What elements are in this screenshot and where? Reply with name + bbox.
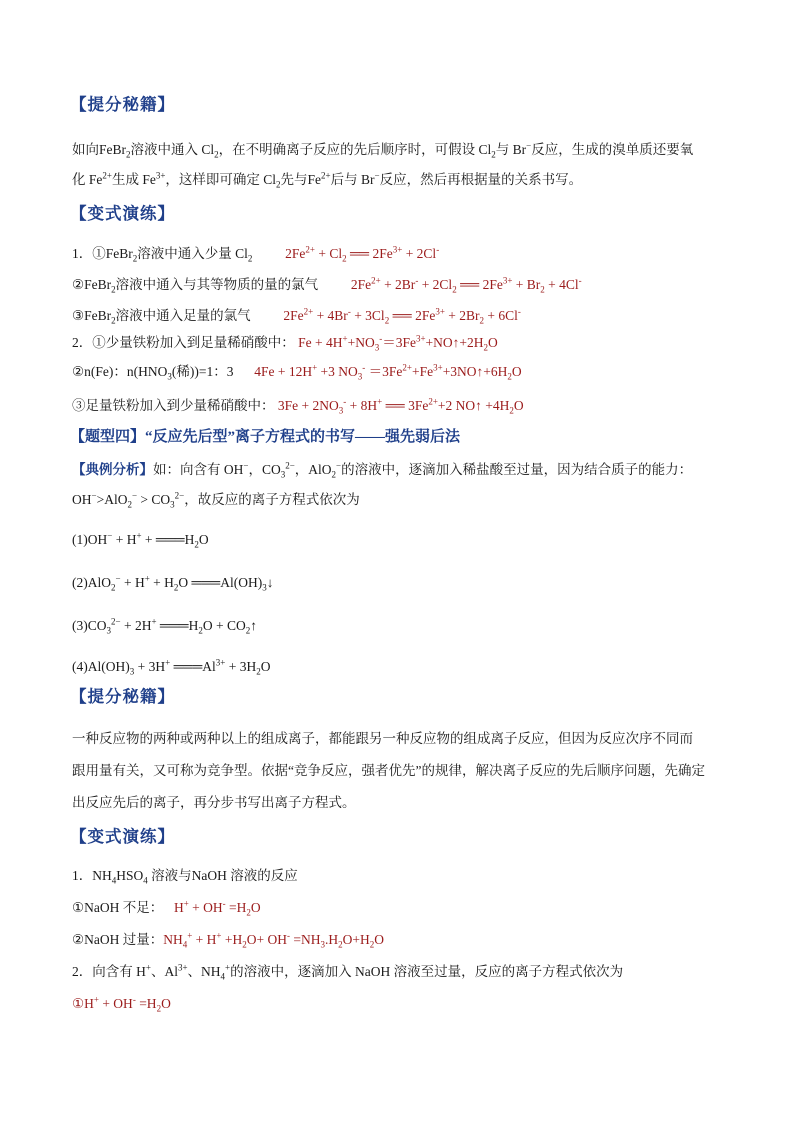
- text: 与 Br: [495, 142, 527, 157]
- heading-text: 【变式演练】: [70, 204, 175, 223]
- question-text: ②n(Fe)：n(HNO: [72, 364, 168, 379]
- subscript: 2: [126, 149, 131, 160]
- tips2-paragraph-line-1: 一种反应物的两种或两种以上的组成离子，都能跟另一种反应物的组成离子反应，但因为反应次序不同而: [72, 731, 693, 746]
- heading-text: 【提分秘籍】: [70, 95, 175, 114]
- tips2-paragraph-line-2: 跟用量有关，又可称为竞争型。依据“竞争反应，强者优先”的规律，解决离子反应的先后顺序问题，先确定: [72, 763, 705, 778]
- text: 如向FeBr: [72, 142, 126, 157]
- superscript: −: [374, 170, 380, 181]
- answer-equation: $NH_4^+ + H^+ +H_2O+ OH^- =NH_3.H_2O+H_2O$: [163, 930, 384, 950]
- practice-line-6: [72, 397, 524, 415]
- text: 反应，然后再根据量的关系书写。: [379, 172, 583, 187]
- example-label: 【典例分析】: [72, 462, 153, 477]
- example-equation-2: $(2)AlO_2^- + H^+ + H_2O$ $═══Al(OH)_3↓$: [72, 573, 274, 593]
- question-text: 溶液中通入少量 Cl: [137, 246, 248, 261]
- practice-line-4: [72, 334, 498, 352]
- subscript: 2: [491, 149, 496, 160]
- text: 后与 Br: [330, 172, 375, 187]
- example-intro-line-1: 【典例分析】如：向含有 OH−，$CO_3^{2-}$，AlO$_2$−的溶液中，逐滴加入稀盐酸至过量，因为结合质子的能力：: [72, 460, 693, 480]
- subscript: 2: [276, 179, 281, 190]
- answer-equation: $2Fe^{2+} + 2Br^- + 2Cl_2$ ══ $2Fe^{3+} + Br_2 + 4Cl^-$: [350, 275, 582, 295]
- tips2-paragraph-line-3: 出反应先后的离子，再分步书写出离子方程式。: [72, 795, 356, 810]
- section-heading-practice: [70, 205, 175, 223]
- question-text: 溶液中通入足量的氯气: [115, 308, 251, 323]
- practice-line-3: [72, 307, 521, 325]
- text: 溶液中通入 Cl: [130, 142, 215, 157]
- example-intro-line-2: $OH^->AlO_2^- > CO_3^{2-}$，故反应的离子方程式依次为: [72, 490, 360, 510]
- text: ，这样即可确定 Cl: [165, 172, 277, 187]
- example-equation-4: $(4)Al(OH)_3 + 3H^+$ $═══Al^{3+} + 3H_2O$: [72, 657, 271, 677]
- text: ，在不明确离子反应的先后顺序时，可假设 Cl: [218, 142, 492, 157]
- text: 生成 Fe: [111, 172, 156, 187]
- subscript: 2: [111, 315, 116, 326]
- practice2-answer-1: ①NaOH 不足： $H^+ + OH^- =H_2O$: [72, 898, 261, 918]
- heading-text: 【变式演练】: [70, 827, 175, 846]
- question-text: ③足量铁粉加入到少量稀硝酸中：: [72, 398, 275, 413]
- example-equation-3: $(3)CO_3^{2-} + 2H^+$ $═══H_2O$ + $CO_2↑$: [72, 616, 257, 636]
- question-text: 1．①FeBr: [72, 246, 133, 261]
- answer-equation: $2Fe^{2+} + Cl_2$ ══ $2Fe^{3+} + 2Cl^-$: [285, 244, 440, 264]
- question-text: 2．①少量铁粉加入到足量稀硝酸中：: [72, 335, 295, 350]
- answer-equation: 4Fe + 12H+ +3 $NO_3^-$ $=3Fe^{2+}+Fe^{3+}+3NO↑+6H_2O$: [254, 362, 522, 382]
- section-heading-tips-2: [70, 688, 175, 706]
- question-text: ③FeBr: [72, 308, 112, 323]
- answer-equation: $2Fe^{2+} + 4Br^- + 3Cl_2$ ══ $2Fe^{3+} + 2Br_2 + 6Cl^-$: [283, 306, 521, 326]
- practice-line-2: [72, 276, 582, 294]
- question-text: 溶液中通入与其等物质的量的氯气: [115, 277, 319, 292]
- subscript: 2: [214, 149, 219, 160]
- text: 反应，生成的溴单质还要氧: [531, 142, 694, 157]
- subscript: 3: [167, 371, 172, 382]
- answer-equation: $3Fe + 2NO_3^- + 8H^+$ ══ $3Fe^{2+}+2$ NO↑ $+4H_2O$: [277, 396, 524, 416]
- section-heading-tips: [70, 96, 175, 114]
- superscript: 2+: [321, 170, 331, 181]
- superscript: −: [526, 140, 532, 151]
- practice2-answer-3: ①H+ + $OH^- =H_2O$: [72, 994, 171, 1014]
- heading-text: 【提分秘籍】: [70, 687, 175, 706]
- tips-paragraph-line-2: [72, 171, 582, 189]
- superscript: 2+: [102, 170, 112, 181]
- example-equation-1: $(1)OH^- + H^+ + ═══H_2O$: [72, 530, 209, 550]
- practice2-question-1: 1．$NH_4HSO_4$ 溶液与NaOH 溶液的反应: [72, 868, 298, 886]
- text: 先与Fe: [280, 172, 322, 187]
- practice2-question-2: 2．向含有 H+、$Al^{3+}$、$NH_4^+$的溶液中，逐滴加入 NaOH 溶液至过量，反应的离子方程式依次为: [72, 962, 624, 982]
- text: 化 Fe: [72, 172, 103, 187]
- practice2-answer-2: ②NaOH 过量：$NH_4^+ + H^+ +H_2O+ OH^- =NH_3.H_2O+H_2O$: [72, 930, 384, 950]
- title-text: 【题型四】“反应先后型”离子方程式的书写——强先弱后法: [70, 429, 461, 445]
- question-text: (稀))=1：3: [171, 364, 234, 379]
- practice-line-5: [72, 363, 522, 381]
- subscript: 2: [132, 253, 138, 264]
- problem-type-title: [70, 428, 460, 446]
- subscript: 2: [111, 284, 116, 295]
- question-text: ②FeBr: [72, 277, 112, 292]
- tips-paragraph-line-1: [72, 141, 693, 159]
- practice-line-1: [72, 245, 439, 263]
- section-heading-practice-2: [70, 828, 175, 846]
- answer-equation: $H^+ + OH^- =H_2O$: [173, 898, 261, 918]
- answer-equation: $Fe + 4H^++NO_3^-=3Fe^{3+}+NO↑+2H_2O$: [298, 333, 498, 353]
- subscript: 2: [247, 253, 253, 264]
- superscript: 3+: [155, 170, 166, 181]
